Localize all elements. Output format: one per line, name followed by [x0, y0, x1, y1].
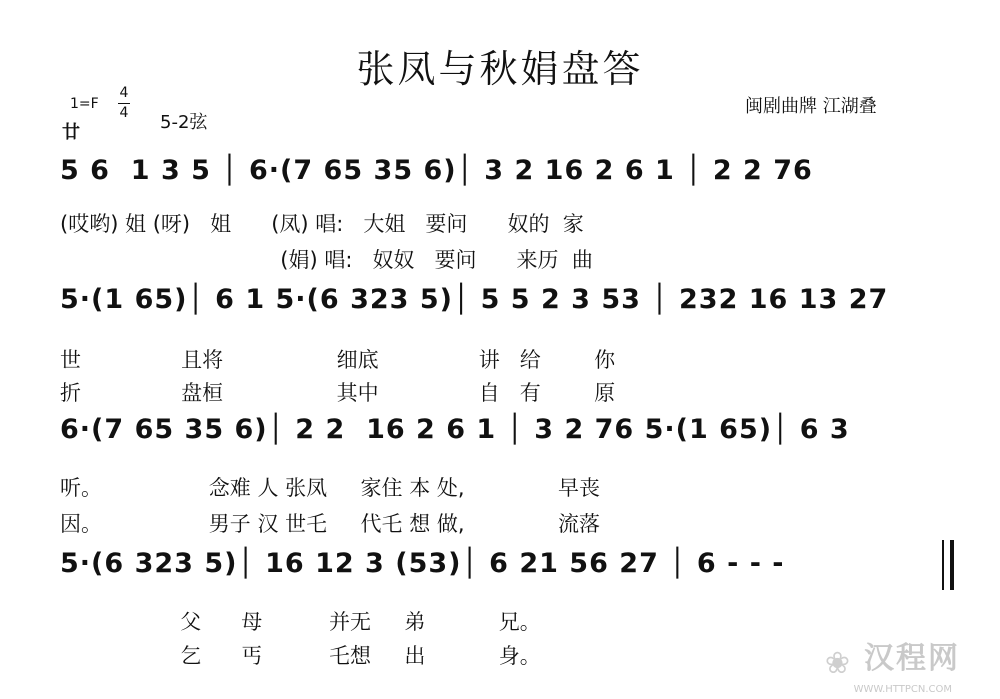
source-label: 闽剧曲牌 江湖叠: [745, 96, 877, 117]
strings-label: 5-2弦: [160, 112, 208, 133]
notes-line-3: 6·(7 65 35 6)│ 2 2 16 2 6 1 │ 3 2 76 5·(1 65)│ 6 3: [60, 414, 850, 445]
final-barline: [942, 540, 954, 590]
lyric-line-2-verse-1: 世 且将 细底 讲 给 你: [60, 348, 616, 372]
page-title: 张凤与秋娟盘答: [356, 47, 644, 91]
lyric-line-3-verse-1: 听。 念难 人 张凤 家住 本 处, 早丧: [60, 476, 601, 500]
lyric-line-3-verse-2: 因。 男子 汉 世乇 代乇 想 做, 流落: [60, 512, 601, 536]
lyric-line-1-verse-2: (娟) 唱: 奴奴 要问 来历 曲: [60, 248, 593, 272]
key-signature: 1=F: [70, 96, 99, 112]
time-signature-top: 4: [119, 85, 129, 101]
time-signature-bottom: 4: [119, 105, 129, 121]
notes-line-4: 5·(6 323 5)│ 16 12 3 (53)│ 6 21 56 27 │ 6 - - -: [60, 548, 785, 579]
lyric-line-4-verse-1: 父 母 并无 弟 兄。: [60, 610, 541, 634]
watermark-logo-icon: ❀: [824, 646, 850, 681]
sa-mark: 廿: [62, 122, 80, 143]
lyric-line-4-verse-2: 乞 丐 乇想 出 身。: [60, 644, 541, 668]
watermark-url: WWW.HTTPCN.COM: [853, 684, 952, 695]
time-signature: [118, 84, 130, 123]
notes-line-1: 5 6 1 3 5 │ 6·(7 65 35 6)│ 3 2 16 2 6 1 │ 2 2 76: [60, 155, 813, 186]
watermark: 汉程网: [864, 641, 960, 676]
lyric-line-1-verse-1: (哎哟) 姐 (呀) 姐 (凤) 唱: 大姐 要问 奴的 家: [60, 212, 584, 236]
lyric-line-2-verse-2: 折 盘桓 其中 自 有 原: [60, 381, 616, 405]
notes-line-2: 5·(1 65)│ 6 1 5·(6 323 5)│ 5 5 2 3 53 │ 232 16 13 27: [60, 284, 889, 315]
